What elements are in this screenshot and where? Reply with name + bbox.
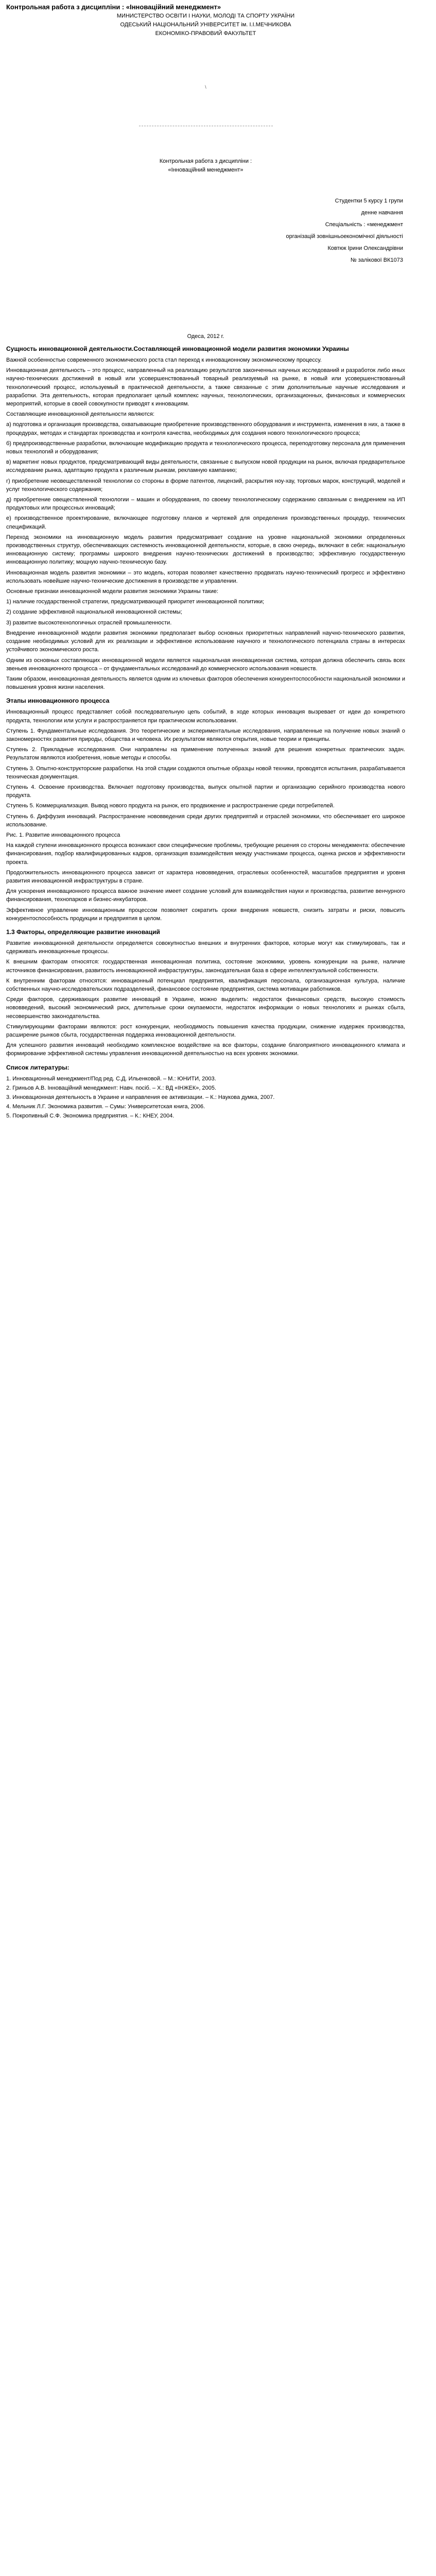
author-line: Ковтюк Iрини Олександрiвни [327,245,403,251]
section-heading: Этапы инновационного процесса [6,697,110,705]
paragraph: Ступень 3. Опытно-конструкторские разработки. На этой стадии создаются опытные образцы новой техники, проводятся испытания, разрабатывается техническая документация. [6,765,405,780]
paragraph: Для ускорения инновационного процесса важное значение имеет создание условий для взаимодействия науки и производства, развитие венчурного финансирования, технопарков и бизнес-инкубаторов. [6,888,405,903]
author-line: Спецiальнiсть : «менеджмент [325,222,403,228]
author-line: Студентки 5 курсу 1 групи [335,198,403,204]
paragraph: в) маркетинг новых продуктов, предусматривающий виды деятельности, связанные с выпуском новой продукции на рынок, включая предварительное исследование рынка, адаптацию продукта к различным рынкам, рекламную кампанию; [6,459,405,474]
references-section [6,1063,405,1120]
subject-block [6,157,405,175]
paragraph: Важной особенностью современного экономического роста стал переход к инновационному экономическому процессу. [6,357,322,363]
section-heading: 1.3 Факторы, определяющие развитие инноваций [6,928,160,936]
paragraph: Таким образом, инновационная деятельность является одним из ключевых факторов обеспечения конкурентоспособности национальной экономики и повышения уровня жизни населения. [6,675,405,691]
page-mark: \ [205,84,206,90]
paragraph: Стимулирующими факторами являются: рост конкуренции, необходимость повышения качества продукции, снижение издержек производства, расширение рынков сбыта, государственная поддержка инновационной деятельности. [6,1023,405,1039]
paragraph: б) предпроизводственные разработки, включающие модификацию продукта и технологического процесса, переподготовку персонала для применения новых технологий и оборудования; [6,440,405,455]
paragraph: Для успешного развития инноваций необходимо комплексное воздействие на все факторы, создание благоприятного инновационного климата и формирование эффективной системы управления инновационной деятельностью на всех уровнях экономики. [6,1042,405,1057]
subject-line: Контрольная работа з дисциплiни : [159,158,252,164]
reference-item: 4. Мельник Л.Г. Экономика развития. – Сумы: Университетская книга, 2006. [6,1103,205,1110]
header-line: МИНИСТЕРСТВО ОСВIТИ I НАУКИ, МОЛОДI ТА СПОРТУ УКРАЇНИ [116,13,295,19]
paragraph: Составляющие инновационной деятельности являются: [6,411,155,418]
paragraph: Инновационная модель развития экономики – это модель, которая позволяет качественно продвигать научно-технический прогресс и эффективно использовать новейшие научно-технические достижения в производстве и управлении. [6,569,405,584]
paragraph: 1) наличие государственной стратегии, предусматривающей приоритет инновационной политики; [6,599,265,605]
paragraph: Одним из основных составляющих инновационной модели является национальная инновационная система, которая должна обеспечить связь всех звеньев инновационного процесса – от фундаментальных исследований до коммерческого использования новшеств. [6,657,405,672]
paragraph: Внедрение инновационной модели развития экономики предполагает выбор основных приоритетных направлений научно-технического развития, создание необходимых условий для их реализации и эффективное использование научного и технологического потенциала страны в интересах устойчивого экономического роста. [6,630,405,653]
paragraph: д) приобретение овеществленной технологии – машин и оборудования, по своему технологическому содержанию связанным с внедрением на ИП продуктовых или процессных инноваций; [6,497,405,512]
reference-item: 3. Инновационная деятельность в Украине и направления ее активизации. – К.: Наукова думка, 2007. [6,1094,275,1100]
header-line: ЕКОНОМIКО-ПРАВОВИЙ ФАКУЛЬТЕТ [155,30,256,37]
author-line: денне навчання [361,210,403,216]
reference-item: 5. Покропивный С.Ф. Экономика предприятия. – К.: КНЕУ, 2004. [6,1112,175,1119]
paragraph: е) производственное проектирование, включающее подготовку планов и чертежей для определения производственных процедур, технических спецификаций. [6,515,405,530]
subject-line: «Iнновацiйний менеджмент» [168,167,243,173]
paragraph: Ступень 5. Коммерциализация. Вывод нового продукта на рынок, его продвижение и распространение среди потребителей. [6,803,335,809]
paragraph: Продолжительность инновационного процесса зависит от характера нововведения, отраслевых особенностей, масштабов предприятия и уровня развития инновационной инфраструктуры в стране. [6,869,405,884]
paragraph: Ступень 4. Освоение производства. Включает подготовку производства, выпуск опытной партии и организацию серийного производства нового продукта. [6,784,405,799]
paragraph: а) подготовка и организация производства, охватывающие приобретение производственного оборудования и инструмента, изменения в них, а также в процедурах, методах и стандартах производства и контроля качества, необходимых для создания нового технологического процесса; [6,421,405,436]
city-year: Одеса, 2012 г. [187,333,224,340]
paragraph: Среди факторов, сдерживающих развитие инноваций в Украине, можно выделить: недостаток финансовых средств, высокую стоимость нововведений, высокий экономический риск, длительные сроки окупаемости, недостаток информации о новых технологиях и рынках сбыта, несовершенство законодательства. [6,996,405,1020]
paragraph: К внутренним факторам относятся: инновационный потенциал предприятия, квалификация персонала, организационная культура, наличие собственных научно-исследовательских подразделений, финансовое состояние предприятия, система мотивации работников. [6,977,405,992]
paragraph: Ступень 1. Фундаментальные исследования. Это теоретические и экспериментальные исследования, направленные на получение новых знаний о закономерностях развития природы, общества и человека. Их результатом являются открытия, новые теории и принципы. [6,727,405,742]
reference-item: 2. Гриньов А.В. Інноваційний менеджмент: Навч. посіб. – Х.: ВД «ІНЖЕК», 2005. [6,1084,217,1091]
author-line: № залiковоï ВК1073 [350,257,403,263]
header-line: ОДЕСЬКИЙ НАЦIОНАЛЬНИЙ УНIВЕРСИТЕТ iм. I.I.МЕЧНИКОВА [120,22,291,28]
references-heading: Список литературы: [6,1063,69,1071]
paragraph: Ступень 2. Прикладные исследования. Они направлены на применение полученных знаний для решения конкретных практических задач. Результатом являются изобретения, новые методы и способы. [6,747,405,761]
paragraph: Рис. 1. Развитие инновационного процесса [6,832,120,838]
section-heading: Сущность инновационной деятельности.Составляющей инновационной модели развития экономики Украины [6,345,349,352]
paragraph: Инновационный процесс представляет собой последовательную цепь событий, в ходе которых инновация вызревает от идеи до конкретного продукта, технологии или услуги и распространяется при практическом использовании. [6,709,405,724]
reference-item: 1. Инновационный менеджмент/Под ред. С.Д. Ильенковой. – М.: ЮНИТИ, 2003. [6,1075,216,1082]
paragraph: Инновационная деятельность – это процесс, направленный на реализацию результатов законченных научных исследований и разработок либо иных научно-технических достижений в новый или усовершенствованный товарный реализуемый на рынке, в новый или усовершенствованный технологический процесс, используемый в практической деятельности, а также связанные с этим дополнительные научные исследования и разработки. Эта деятельность, которая предполагает целый комплекс научных, технологических, организационных, финансовых и коммерческих мероприятий, которые в своей совокупности приводят к инновациям. [6,367,405,408]
paragraph: Развитие инновационной деятельности определяется совокупностью внешних и внутренних факторов, которые могут как стимулировать, так и сдерживать инновационные процессы. [6,940,405,955]
paragraph: Ступень 6. Диффузия инноваций. Распространение нововведения среди других предприятий и отраслей экономики, что обеспечивает его широкое использование. [6,813,405,828]
paragraph: г) приобретение неовеществленной технологии со стороны в форме патентов, лицензий, раскрытия ноу-хау, торговых марок, конструкций, моделей и услуг технологического содержания; [6,478,405,493]
document-body [6,345,405,1058]
paragraph: Эффективное управление инновационным процессом позволяет сократить сроки внедрения новшеств, снизить затраты и риски, повысить конкурентоспособность продукции и предприятия в целом. [6,907,405,922]
paragraph: К внешним факторам относятся: государственная инновационная политика, состояние экономики, уровень конкуренции на рынке, наличие источников финансирования, развитость инновационной инфраструктуры, законодательная база в сфере интеллектуальной собственности. [6,959,405,974]
document-title: Контрольная работа з дисциплiни : «Iнновацiйний менеджмент» [6,3,221,11]
author-block [6,195,405,266]
paragraph: Переход экономики на инновационную модель развития предусматривает создание на уровне национальной экономики определенных производственных структур, обеспечивающих системность инновационной деятельности, которые, в свою очередь, включают в себя: национальную инновационную систему; программы широкого внедрения научно-технических достижений в производство; эффективную государственную инновационную политику; мощную научно-техническую базу. [6,534,405,566]
paragraph: 2) создание эффективной национальной инновационной системы; [6,609,182,616]
paragraph: 3) развитие высокотехнологичных отраслей промышленности. [6,619,172,626]
header-block [6,12,405,38]
paragraph: Основные признаки инновационной модели развития экономики Украины такие: [6,588,219,595]
paragraph: На каждой ступени инновационного процесса возникают свои специфические проблемы, требующие решения со стороны менеджмента: обеспечение финансирования, подбор квалифицированных кадров, организация взаимодействия между участниками процесса, оценка рисков и эффективности проекта. [6,842,405,866]
author-line: органiзацiй зовнiшньоекономiчної дiяльностi [286,233,403,240]
